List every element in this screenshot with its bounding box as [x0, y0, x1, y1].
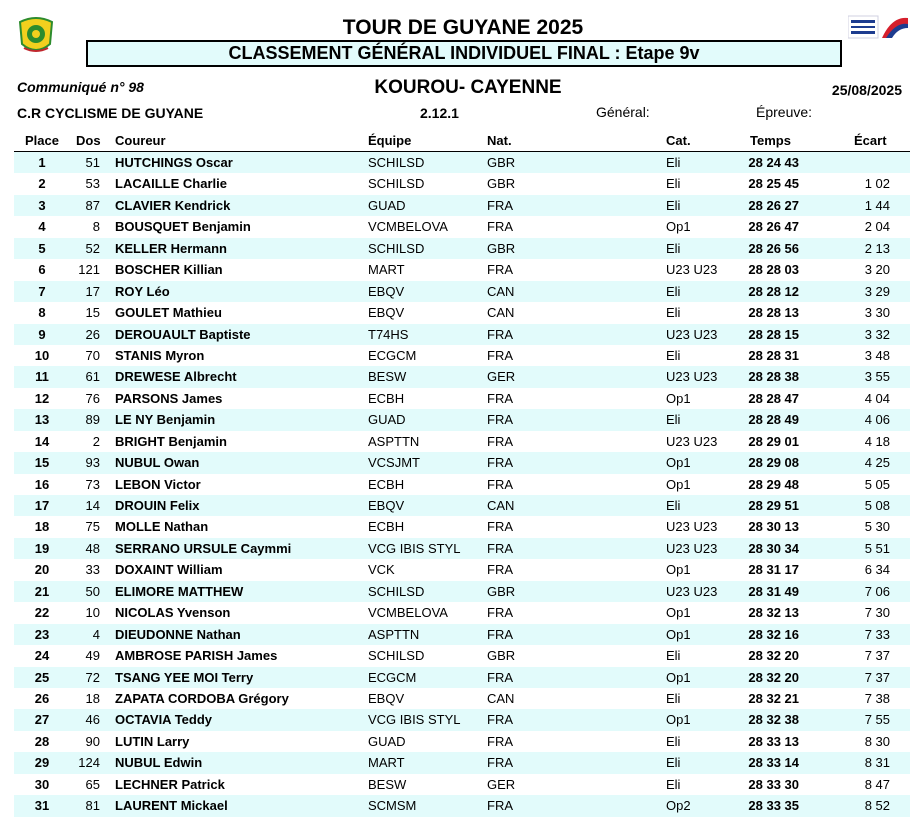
epreuve-label: Épreuve: [756, 104, 813, 120]
table-row [14, 345, 910, 366]
rider-name: DIEUDONNE Nathan [115, 626, 241, 642]
table-row [14, 152, 910, 173]
table-row [14, 752, 910, 773]
table-row [14, 688, 910, 709]
rider-nationality: FRA [487, 412, 513, 428]
rider-category: Op2 [666, 798, 691, 814]
rider-bib: 65 [85, 776, 100, 792]
rider-name: SERRANO URSULE Caymmi [115, 540, 292, 556]
rider-name: ROY Léo [115, 283, 170, 299]
rider-category: U23 U23 [666, 369, 718, 385]
rider-name: GOULET Mathieu [115, 305, 222, 321]
classification-subtitle: CLASSEMENT GÉNÉRAL INDIVIDUEL FINAL : Etape 9v [86, 40, 842, 67]
rider-category: Eli [666, 498, 681, 513]
rider-place: 17 [34, 498, 50, 513]
rider-bib: 46 [85, 712, 100, 728]
table-row [14, 366, 910, 387]
rider-team: VCSJMT [368, 455, 420, 471]
rider-team: MART [368, 262, 405, 278]
rider-gap: 3 20 [864, 262, 890, 278]
rider-nationality: FRA [487, 262, 513, 278]
rider-team: BESW [368, 369, 407, 385]
rider-team: T74HS [368, 326, 409, 342]
rider-bib: 8 [92, 219, 100, 235]
rider-place: 13 [34, 412, 50, 428]
rider-nationality: CAN [487, 690, 515, 706]
rider-nationality: FRA [487, 562, 513, 578]
rider-gap: 4 25 [864, 455, 890, 471]
rider-team: GUAD [368, 733, 406, 749]
rider-category: Op1 [666, 626, 691, 642]
rider-place: 14 [34, 433, 50, 449]
rider-place: 1 [38, 155, 46, 170]
rider-category: Op1 [666, 712, 691, 728]
rider-team: SCMSM [368, 798, 417, 814]
rider-time: 28 29 01 [748, 433, 799, 449]
rider-bib: 2 [92, 433, 100, 449]
rider-time: 28 33 35 [748, 798, 799, 814]
table-row [14, 538, 910, 559]
table-row [14, 452, 910, 473]
rider-place: 25 [34, 669, 50, 685]
rider-time: 28 30 13 [748, 519, 799, 535]
rider-nationality: FRA [487, 476, 513, 492]
rider-bib: 26 [85, 326, 100, 342]
rider-time: 28 33 14 [748, 755, 799, 771]
rider-time: 28 24 43 [748, 155, 799, 170]
rider-place: 29 [34, 755, 50, 771]
rider-nationality: FRA [487, 605, 513, 621]
rider-time: 28 29 08 [748, 455, 799, 471]
rider-place: 28 [34, 733, 50, 749]
rider-name: BOUSQUET Benjamin [115, 219, 251, 235]
rider-time: 28 28 49 [748, 412, 799, 428]
rider-bib: 70 [85, 347, 100, 363]
rider-name: NUBUL Owan [115, 455, 200, 471]
rider-name: LUTIN Larry [115, 733, 190, 749]
rider-bib: 72 [85, 669, 100, 685]
rider-team: ASPTTN [368, 626, 420, 642]
rider-name: ZAPATA CORDOBA Grégory [115, 690, 289, 706]
rider-place: 20 [34, 562, 50, 578]
rider-category: Eli [666, 176, 681, 192]
rider-gap: 5 08 [864, 498, 890, 513]
rider-category: Eli [666, 155, 681, 170]
rider-bib: 51 [85, 155, 100, 170]
rider-place: 23 [34, 626, 50, 642]
rider-gap: 4 04 [864, 390, 890, 406]
table-row [14, 774, 910, 795]
rider-name: LEBON Victor [115, 476, 201, 492]
rider-nationality: CAN [487, 498, 515, 513]
rider-category: U23 U23 [666, 583, 718, 599]
header-place: Place [25, 133, 59, 148]
table-row [14, 667, 910, 688]
rider-time: 28 32 16 [748, 626, 799, 642]
rider-bib: 87 [85, 197, 100, 213]
rider-name: PARSONS James [115, 390, 223, 406]
rider-team: EBQV [368, 305, 405, 321]
rider-time: 28 31 49 [748, 583, 799, 599]
rider-team: SCHILSD [368, 155, 425, 170]
rider-time: 28 26 47 [748, 219, 799, 235]
rider-nationality: GBR [487, 648, 516, 664]
rider-bib: 81 [85, 798, 100, 814]
rider-time: 28 30 34 [748, 540, 799, 556]
race-class-code: 2.12.1 [420, 105, 459, 121]
rider-bib: 48 [85, 540, 100, 556]
rider-place: 19 [34, 540, 50, 556]
rider-name: LAURENT Mickael [115, 798, 228, 814]
rider-team: ECGCM [368, 347, 417, 363]
header-dos: Dos [76, 133, 101, 148]
rider-gap: 7 37 [864, 648, 890, 664]
rider-team: EBQV [368, 283, 405, 299]
rider-team: EBQV [368, 690, 405, 706]
rider-name: LACAILLE Charlie [115, 176, 227, 192]
table-row [14, 324, 910, 345]
rider-name: NICOLAS Yvenson [115, 605, 231, 621]
rider-name: LE NY Benjamin [115, 412, 216, 428]
rider-nationality: FRA [487, 455, 513, 471]
rider-nationality: CAN [487, 305, 515, 321]
rider-time: 28 28 13 [748, 305, 799, 321]
rider-team: SCHILSD [368, 583, 425, 599]
communique-number: Communiqué n° 98 [17, 79, 144, 95]
rider-gap: 6 34 [864, 562, 890, 578]
rider-bib: 93 [85, 455, 100, 471]
table-header [14, 131, 910, 152]
rider-gap: 3 55 [864, 369, 890, 385]
rider-place: 11 [35, 369, 49, 385]
rider-name: OCTAVIA Teddy [115, 712, 213, 728]
table-body [14, 152, 910, 817]
rider-category: Eli [666, 305, 681, 321]
race-date: 25/08/2025 [831, 82, 902, 98]
rider-category: Eli [666, 240, 681, 256]
rider-gap: 7 55 [864, 712, 890, 728]
rider-gap: 5 30 [864, 519, 890, 535]
rider-team: ECBH [368, 390, 405, 406]
rider-place: 18 [34, 519, 50, 535]
rider-gap: 7 30 [864, 605, 890, 621]
rider-nationality: FRA [487, 540, 513, 556]
rider-bib: 73 [85, 476, 100, 492]
rider-name: NUBUL Edwin [115, 755, 203, 771]
rider-place: 22 [34, 605, 50, 621]
rider-bib: 124 [78, 755, 100, 771]
organizer: C.R CYCLISME DE GUYANE [17, 105, 204, 121]
rider-nationality: FRA [487, 755, 513, 771]
rider-team: EBQV [368, 498, 405, 513]
table-row [14, 173, 910, 194]
rider-category: Op1 [666, 219, 691, 235]
rider-gap: 3 29 [864, 283, 890, 299]
rider-gap: 1 44 [864, 197, 890, 213]
table-row [14, 238, 910, 259]
table-row [14, 431, 910, 452]
rider-time: 28 32 21 [748, 690, 799, 706]
rider-category: U23 U23 [666, 433, 718, 449]
rider-place: 7 [38, 283, 46, 299]
header-equipe: Équipe [368, 133, 412, 148]
rider-team: MART [368, 755, 405, 771]
rider-place: 31 [34, 798, 50, 814]
rider-gap: 5 51 [864, 540, 890, 556]
table-row [14, 559, 910, 580]
rider-bib: 49 [85, 648, 100, 664]
rider-team: SCHILSD [368, 648, 425, 664]
rider-team: ASPTTN [368, 433, 420, 449]
rider-name: DOXAINT William [115, 562, 223, 578]
rider-category: Op1 [666, 455, 691, 471]
table-row [14, 495, 910, 516]
rider-time: 28 33 30 [748, 776, 799, 792]
rider-gap: 2 04 [864, 219, 890, 235]
rider-gap: 4 06 [864, 412, 890, 428]
rider-nationality: FRA [487, 219, 513, 235]
rider-category: U23 U23 [666, 262, 718, 278]
rider-nationality: FRA [487, 733, 513, 749]
rider-time: 28 32 38 [748, 712, 799, 728]
rider-category: Eli [666, 648, 681, 664]
rider-category: Eli [666, 733, 681, 749]
rider-place: 3 [38, 197, 46, 213]
rider-team: SCHILSD [368, 176, 425, 192]
rider-place: 2 [38, 176, 46, 192]
rider-time: 28 28 15 [748, 326, 799, 342]
rider-category: Eli [666, 197, 681, 213]
table-row [14, 474, 910, 495]
rider-team: VCK [368, 562, 395, 578]
rider-time: 28 29 51 [748, 498, 799, 513]
rider-gap: 5 05 [864, 476, 890, 492]
rider-time: 28 32 13 [748, 605, 799, 621]
rider-gap: 1 02 [864, 176, 890, 192]
table-row [14, 624, 910, 645]
rider-team: ECBH [368, 476, 405, 492]
rider-category: Eli [666, 412, 681, 428]
rider-gap: 8 47 [864, 776, 890, 792]
table-row [14, 409, 910, 430]
rider-nationality: FRA [487, 798, 513, 814]
rider-name: STANIS Myron [115, 347, 205, 363]
rider-nationality: GBR [487, 176, 516, 192]
rider-gap: 8 52 [864, 798, 890, 814]
rider-name: BOSCHER Killian [115, 262, 223, 278]
header-coureur: Coureur [115, 133, 166, 148]
rider-bib: 76 [85, 390, 100, 406]
table-row [14, 581, 910, 602]
rider-place: 24 [34, 648, 50, 664]
rider-nationality: CAN [487, 283, 515, 299]
rider-nationality: FRA [487, 390, 513, 406]
rider-team: VCG IBIS STYL [368, 712, 461, 728]
rider-team: SCHILSD [368, 240, 425, 256]
rider-bib: 33 [85, 562, 100, 578]
rider-time: 28 28 31 [748, 347, 799, 363]
rider-gap: 8 30 [864, 733, 890, 749]
rider-team: VCG IBIS STYL [368, 540, 461, 556]
rider-place: 10 [34, 347, 50, 363]
rider-category: Op1 [666, 476, 691, 492]
rider-bib: 52 [85, 240, 100, 256]
rider-nationality: FRA [487, 519, 513, 535]
rider-category: Eli [666, 690, 681, 706]
rider-team: GUAD [368, 412, 406, 428]
header-ecart: Écart [854, 133, 887, 148]
rider-gap: 2 13 [864, 240, 890, 256]
table-row [14, 259, 910, 280]
rider-name: CLAVIER Kendrick [115, 197, 231, 213]
table-row [14, 731, 910, 752]
rider-place: 12 [34, 390, 50, 406]
rider-nationality: FRA [487, 626, 513, 642]
rider-name: BRIGHT Benjamin [115, 433, 227, 449]
table-row [14, 281, 910, 302]
rider-place: 26 [34, 690, 50, 706]
rider-category: U23 U23 [666, 540, 718, 556]
rider-time: 28 26 27 [748, 197, 799, 213]
rider-name: DREWESE Albrecht [115, 369, 237, 385]
rider-place: 27 [34, 712, 50, 728]
rider-gap: 7 33 [864, 626, 890, 642]
rider-place: 9 [38, 326, 46, 342]
rider-name: TSANG YEE MOI Terry [115, 669, 254, 685]
rider-time: 28 28 12 [748, 283, 799, 299]
rider-gap: 3 30 [864, 305, 890, 321]
rider-category: Op1 [666, 669, 691, 685]
rider-nationality: FRA [487, 712, 513, 728]
table-row [14, 645, 910, 666]
rider-place: 5 [38, 240, 46, 256]
table-row [14, 602, 910, 623]
rider-time: 28 25 45 [748, 176, 799, 192]
rider-nationality: GBR [487, 583, 516, 599]
rider-nationality: FRA [487, 347, 513, 363]
rider-time: 28 28 03 [748, 262, 799, 278]
rider-gap: 8 31 [864, 755, 890, 771]
rider-name: DEROUAULT Baptiste [115, 326, 251, 342]
rider-time: 28 28 38 [748, 369, 799, 385]
rider-place: 16 [34, 476, 50, 492]
table-row [14, 216, 910, 237]
table-row [14, 795, 910, 816]
rider-category: Op1 [666, 562, 691, 578]
page-title: TOUR DE GUYANE 2025 [342, 16, 584, 39]
rider-bib: 53 [85, 176, 100, 192]
rider-team: ECGCM [368, 669, 417, 685]
rider-category: U23 U23 [666, 519, 718, 535]
rider-category: Eli [666, 347, 681, 363]
rider-gap: 3 32 [864, 326, 890, 342]
rider-place: 4 [38, 219, 46, 235]
rider-place: 15 [34, 455, 50, 471]
rider-bib: 89 [85, 412, 100, 428]
table-row [14, 709, 910, 730]
rider-nationality: FRA [487, 669, 513, 685]
rider-category: Op1 [666, 605, 691, 621]
rider-time: 28 29 48 [748, 476, 799, 492]
results-table [14, 131, 910, 817]
rider-category: Eli [666, 283, 681, 299]
rider-bib: 75 [85, 519, 100, 535]
rider-time: 28 32 20 [748, 669, 799, 685]
rider-bib: 15 [85, 305, 100, 321]
rider-name: KELLER Hermann [115, 240, 227, 256]
general-label: Général: [596, 104, 650, 120]
header-cat: Cat. [666, 133, 691, 148]
rider-nationality: FRA [487, 326, 513, 342]
rider-category: Eli [666, 755, 681, 771]
rider-time: 28 32 20 [748, 648, 799, 664]
rider-category: U23 U23 [666, 326, 718, 342]
rider-time: 28 28 47 [748, 390, 799, 406]
rider-gap: 3 48 [864, 347, 890, 363]
rider-gap: 7 38 [864, 690, 890, 706]
rider-team: GUAD [368, 197, 406, 213]
rider-nationality: FRA [487, 197, 513, 213]
rider-nationality: GBR [487, 155, 516, 170]
header-nat: Nat. [487, 133, 512, 148]
header-temps: Temps [750, 133, 791, 148]
rider-place: 30 [34, 776, 50, 792]
rider-name: LECHNER Patrick [115, 776, 225, 792]
rider-name: MOLLE Nathan [115, 519, 209, 535]
rider-category: Op1 [666, 390, 691, 406]
rider-place: 6 [38, 262, 46, 278]
rider-time: 28 31 17 [748, 562, 799, 578]
rider-nationality: FRA [487, 433, 513, 449]
rider-time: 28 26 56 [748, 240, 799, 256]
rider-bib: 61 [85, 369, 100, 385]
rider-category: Eli [666, 776, 681, 792]
rider-gap: 4 18 [864, 433, 890, 449]
rider-bib: 18 [85, 690, 100, 706]
rider-place: 8 [38, 305, 46, 321]
rider-bib: 121 [78, 262, 100, 278]
rider-name: DROUIN Felix [115, 498, 200, 513]
rider-name: HUTCHINGS Oscar [115, 155, 233, 170]
table-row [14, 195, 910, 216]
rider-bib: 17 [85, 283, 100, 299]
rider-name: AMBROSE PARISH James [115, 648, 278, 664]
rider-bib: 10 [85, 605, 100, 621]
rider-team: VCMBELOVA [368, 605, 448, 621]
stage-route: KOUROU- CAYENNE [374, 77, 562, 98]
table-row [14, 302, 910, 323]
rider-gap: 7 06 [864, 583, 890, 599]
rider-bib: 90 [85, 733, 100, 749]
rider-place: 21 [34, 583, 50, 599]
rider-nationality: GER [487, 369, 516, 385]
rider-team: VCMBELOVA [368, 219, 448, 235]
rider-nationality: GER [487, 776, 516, 792]
rider-name: ELIMORE MATTHEW [115, 583, 244, 599]
rider-bib: 14 [85, 498, 100, 513]
rider-bib: 4 [92, 626, 100, 642]
rider-time: 28 33 13 [748, 733, 799, 749]
rider-team: BESW [368, 776, 407, 792]
table-row [14, 388, 910, 409]
table-row [14, 516, 910, 537]
rider-nationality: GBR [487, 240, 516, 256]
rider-gap: 7 37 [864, 669, 890, 685]
rider-bib: 50 [85, 583, 100, 599]
rider-team: ECBH [368, 519, 405, 535]
